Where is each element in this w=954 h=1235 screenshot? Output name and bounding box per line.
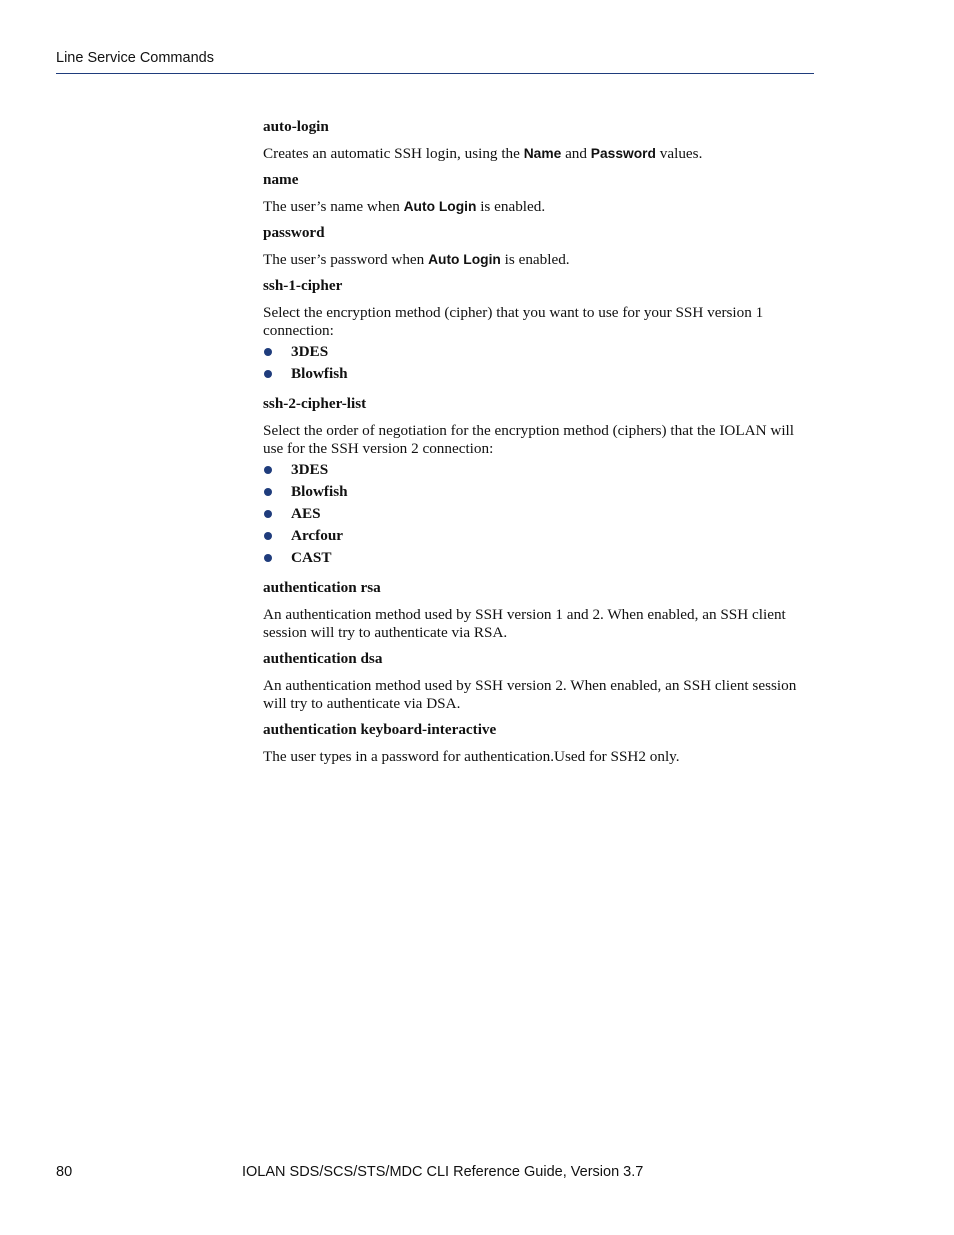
- page-number: 80: [56, 1164, 73, 1180]
- desc-ssh-2-cipher-list: Select the order of negotiation for the encryption method (ciphers) that the IOLAN will use for the SSH version 2 connection:: [263, 422, 794, 457]
- desc-ssh-1-cipher: Select the encryption method (cipher) that you want to use for your SSH version 1 connection:: [263, 304, 764, 339]
- term-auto-login: auto-login: [263, 118, 329, 135]
- desc-authentication-rsa: An authentication method used by SSH version 1 and 2. When enabled, an SSH client session will try to authenticate via RSA.: [263, 606, 786, 641]
- document-body: [263, 118, 815, 774]
- list-item: [263, 549, 815, 571]
- bullet-icon: [264, 488, 272, 496]
- term-password: password: [263, 224, 325, 241]
- desc-name: [263, 198, 815, 216]
- option-label: 3DES: [291, 343, 329, 360]
- option-label: Blowfish: [291, 365, 348, 382]
- term-ssh-2-cipher-list: ssh-2-cipher-list: [263, 395, 367, 412]
- ui-auto-login-label: Auto Login: [403, 199, 477, 214]
- list-item: [263, 365, 815, 387]
- term-name: name: [263, 171, 299, 188]
- term-authentication-rsa: authentication rsa: [263, 579, 381, 596]
- ssh-2-cipher-options: [263, 461, 815, 571]
- option-label: Blowfish: [291, 483, 348, 500]
- desc-text: and: [561, 145, 591, 162]
- option-label: 3DES: [291, 461, 329, 478]
- desc-text: values.: [655, 145, 703, 162]
- list-item: [263, 483, 815, 505]
- bullet-icon: [264, 510, 272, 518]
- term-authentication-dsa: authentication dsa: [263, 650, 383, 667]
- bullet-icon: [264, 370, 272, 378]
- option-label: Arcfour: [291, 527, 344, 544]
- option-label: CAST: [291, 549, 332, 566]
- option-label: AES: [291, 505, 321, 522]
- bullet-icon: [264, 348, 272, 356]
- desc-text: is enabled.: [500, 251, 570, 268]
- ui-auto-login-label: Auto Login: [428, 252, 501, 267]
- ssh-1-cipher-options: [263, 343, 815, 387]
- term-authentication-keyboard-interactive: authentication keyboard-interactive: [263, 721, 497, 738]
- desc-text: The user’s password when: [263, 251, 429, 268]
- desc-authentication-keyboard-interactive: The user types in a password for authentication.Used for SSH2 only.: [263, 748, 680, 765]
- desc-text: Creates an automatic SSH login, using the: [263, 145, 524, 162]
- bullet-icon: [264, 466, 272, 474]
- list-item: [263, 505, 815, 527]
- list-item: [263, 527, 815, 549]
- ui-name-label: Name: [523, 146, 562, 161]
- desc-authentication-dsa: An authentication method used by SSH version 2. When enabled, an SSH client session will try to authenticate via DSA.: [263, 677, 797, 712]
- desc-auto-login: [263, 145, 815, 163]
- desc-text: The user’s name when: [263, 198, 404, 215]
- bullet-icon: [264, 554, 272, 562]
- bullet-icon: [264, 532, 272, 540]
- ui-password-label: Password: [590, 146, 656, 161]
- desc-password: [263, 251, 815, 269]
- desc-text: is enabled.: [476, 198, 546, 215]
- footer-doc-title: IOLAN SDS/SCS/STS/MDC CLI Reference Guide, Version 3.7: [242, 1164, 644, 1180]
- list-item: [263, 343, 815, 365]
- running-header: Line Service Commands: [56, 50, 214, 66]
- list-item: [263, 461, 815, 483]
- header-rule: [56, 73, 814, 74]
- term-ssh-1-cipher: ssh-1-cipher: [263, 277, 343, 294]
